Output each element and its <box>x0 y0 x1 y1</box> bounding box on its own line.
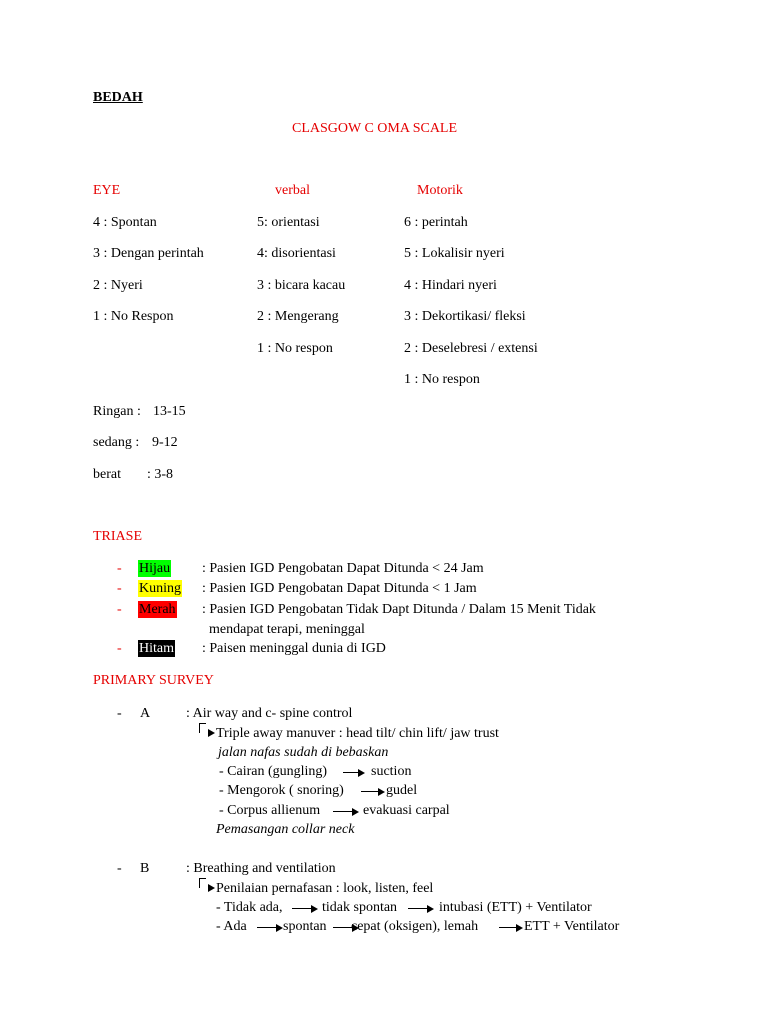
severity-value: 13-15 <box>153 404 186 419</box>
primary-a-row-right: evakuasi carpal <box>363 803 450 818</box>
arrow-right-icon <box>408 905 434 913</box>
gcs-verbal-item: 5: orientasi <box>257 215 320 230</box>
primary-a-desc: : Air way and c- spine control <box>186 706 353 721</box>
triase-title: TRIASE <box>93 529 142 544</box>
document-heading: BEDAH <box>93 90 143 105</box>
gcs-eye-item: 4 : Spontan <box>93 215 157 230</box>
primary-survey-title: PRIMARY SURVEY <box>93 673 214 688</box>
gcs-title: CLASGOW C OMA SCALE <box>292 121 458 136</box>
primary-b-bullet: - <box>117 861 122 876</box>
primary-a-row-right: gudel <box>386 783 418 798</box>
primary-a-row-left: - Corpus allienum <box>219 803 321 818</box>
primary-b-row-mid: tidak spontan <box>322 900 398 915</box>
gcs-verbal-header: verbal <box>275 183 310 198</box>
primary-a-sub1: Triple away manuver : head tilt/ chin lift/ jaw trust <box>216 726 499 741</box>
gcs-verbal-item: 3 : bicara kacau <box>257 278 346 293</box>
gcs-motorik-item: 5 : Lokalisir nyeri <box>404 246 505 261</box>
arrow-right-icon <box>333 808 359 816</box>
primary-b-sub1: Penilaian pernafasan : look, listen, feel <box>216 881 434 896</box>
triase-bullet: - <box>117 581 122 596</box>
primary-b-desc: : Breathing and ventilation <box>186 861 336 876</box>
gcs-eye-item: 3 : Dengan perintah <box>93 246 204 261</box>
triase-desc: : Paisen meninggal dunia di IGD <box>202 641 386 656</box>
gcs-motorik-item: 3 : Dekortikasi/ fleksi <box>404 309 526 324</box>
triase-tag-hitam: Hitam <box>139 641 174 656</box>
primary-b-row-left: - Ada <box>216 919 247 934</box>
arrow-right-icon <box>499 924 523 932</box>
primary-b-letter: B <box>140 861 150 876</box>
triase-bullet: - <box>117 561 122 576</box>
primary-b-row-mid: spontan <box>283 919 327 934</box>
severity-label: sedang : <box>93 435 140 450</box>
triase-desc: : Pasien IGD Pengobatan Tidak Dapt Ditunda / Dalam 15 Menit Tidak <box>202 602 596 617</box>
primary-a-sub2: jalan nafas sudah di bebaskan <box>218 745 389 760</box>
primary-a-sub3: Pemasangan collar neck <box>216 822 355 837</box>
primary-a-row-right: suction <box>371 764 412 779</box>
triase-desc-continued: mendapat terapi, meninggal <box>209 622 365 637</box>
gcs-motorik-header: Motorik <box>417 183 463 198</box>
primary-b-row-right: ETT + Ventilator <box>524 919 620 934</box>
gcs-eye-item: 1 : No Respon <box>93 309 174 324</box>
primary-a-row-left: - Cairan (gungling) <box>219 764 328 779</box>
gcs-motorik-item: 1 : No respon <box>404 372 480 387</box>
gcs-verbal-item: 1 : No respon <box>257 341 333 356</box>
triase-bullet: - <box>117 641 122 656</box>
gcs-verbal-item: 4: disorientasi <box>257 246 336 261</box>
primary-b-row-right: intubasi (ETT) + Ventilator <box>439 900 592 915</box>
gcs-eye-header: EYE <box>93 183 121 198</box>
primary-a-bullet: - <box>117 706 122 721</box>
triase-desc: : Pasien IGD Pengobatan Dapat Ditunda < 24 Jam <box>202 561 484 576</box>
severity-value: 9-12 <box>152 435 178 450</box>
arrow-right-icon <box>205 884 215 892</box>
primary-a-row-left: - Mengorok ( snoring) <box>219 783 344 798</box>
triase-tag-hijau: Hijau <box>139 561 171 576</box>
arrow-right-icon <box>361 788 385 796</box>
primary-b-row-left: - Tidak ada, <box>216 900 283 915</box>
arrow-right-icon <box>205 729 215 737</box>
gcs-eye-item: 2 : Nyeri <box>93 278 143 293</box>
gcs-motorik-item: 6 : perintah <box>404 215 468 230</box>
severity-value: : 3-8 <box>147 467 174 482</box>
severity-label: Ringan : <box>93 404 141 419</box>
triase-tag-merah: Merah <box>139 602 176 617</box>
arrow-right-icon <box>292 905 318 913</box>
gcs-verbal-item: 2 : Mengerang <box>257 309 339 324</box>
primary-a-letter: A <box>140 706 151 721</box>
gcs-motorik-item: 4 : Hindari nyeri <box>404 278 497 293</box>
triase-tag-kuning: Kuning <box>139 581 181 596</box>
severity-label: berat <box>93 467 121 482</box>
arrow-right-icon <box>343 769 365 777</box>
gcs-motorik-item: 2 : Deselebresi / extensi <box>404 341 538 356</box>
primary-b-row-mid: cepat (oksigen), lemah <box>351 919 479 934</box>
triase-desc: : Pasien IGD Pengobatan Dapat Ditunda < 1 Jam <box>202 581 477 596</box>
arrow-right-icon <box>257 924 283 932</box>
triase-bullet: - <box>117 602 122 617</box>
